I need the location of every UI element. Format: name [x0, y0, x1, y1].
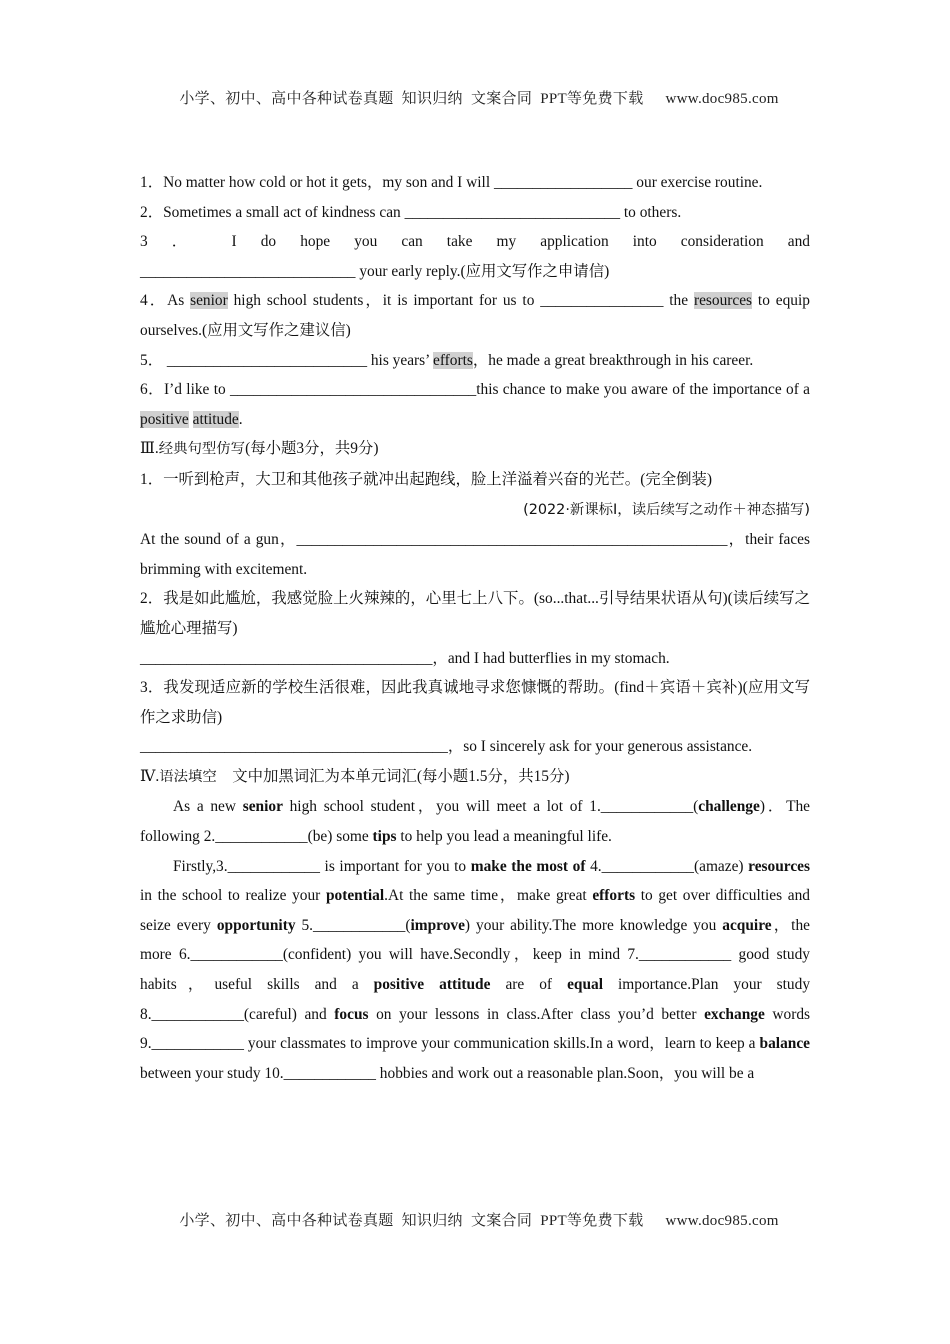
question-2: 2．Sometimes a small act of kindness can ____________________________ to others.: [140, 203, 682, 221]
s3-question-2-cn: 2．我是如此尴尬，我感觉脸上火辣辣的，心里七上八下。(so...that...引导结果状语从句)(读后续写之尴尬心理描写): [140, 590, 810, 637]
section-3-title: 经典句型仿写: [158, 441, 246, 458]
passage-paragraph-2: Firstly,3.____________ is important for you to make the most of 4.____________(amaze) resources in the school to realize your potential.At the same time，make great efforts to get over difficulties and seize every opportunity 5.____________(improve) your ability.The more knowledge you acquire，the more 6.____________(confident) you will have.Secondly，keep in mind 7.____________ good study habits，useful skills and a positive attitude are of equal importance.Plan your study 8.____________(careful) and focus on your lessons in class.After class you’d better exchange words 9.____________ your classmates to improve your communication skills.In a word，learn to keep a balance between your study 10.____________ hobbies and work out a reasonable plan.Soon，you will be a: [140, 857, 811, 1082]
worksheet-body: [140, 168, 810, 1088]
question-5: 5． __________________________ his years’ efforts，he made a great breakthrough in his career.: [140, 351, 754, 369]
highlight-efforts: efforts: [432, 351, 473, 369]
footer-site: www.doc985.com: [665, 1213, 779, 1229]
question-1: 1．No matter how cold or hot it gets，my son and I will __________________ our exercise routine.: [140, 174, 763, 191]
highlight-resources: resources: [693, 292, 753, 310]
question-3-line2: ____________________________ your early reply.(应用文写作之申请信): [140, 262, 610, 280]
s3-question-1-cn: 1．一听到枪声，大卫和其他孩子就冲出起跑线，脸上洋溢着兴奋的光芒。(完全倒装): [140, 470, 713, 488]
header-text: 小学、初中、高中各种试卷真题 知识归纳 文案合同 PPT等免费下载: [179, 91, 644, 107]
footer-text: 小学、初中、高中各种试卷真题 知识归纳 文案合同 PPT等免费下载: [179, 1213, 644, 1229]
s3-question-1-en: At the sound of a gun，________________________________________________________，their faces brimming with excitement.: [140, 531, 810, 578]
page-footer: [0, 1192, 950, 1230]
s3-question-2-en: ______________________________________，and I had butterflies in my stomach.: [140, 649, 670, 667]
highlight-attitude: attitude: [192, 410, 239, 428]
page-header: [0, 70, 950, 108]
highlight-positive: positive: [140, 410, 189, 428]
passage-paragraph-1: As a new senior high school student，you will meet a lot of 1.____________(challenge)．The following 2.____________(be) some tips to help you lead a meaningful life.: [140, 798, 810, 846]
s3-question-3-en: ________________________________________，so I sincerely ask for your generous assistance.: [140, 738, 753, 756]
question-3-line1: 3 ． I do hope you can take my application into consideration and: [140, 233, 810, 251]
question-4: 4．As senior high school students，it is important for us to ________________ the resources to equip ourselves.(应用文写作之建议信): [140, 292, 810, 339]
section-4-title: 语法填空: [159, 768, 217, 785]
s3-question-1-source: (2022·新课标Ⅰ，读后续写之动作＋神态描写): [523, 501, 810, 518]
question-6: 6．I’d like to ________________________________this chance to make you aware of the importance of a positive attitude.: [140, 381, 810, 428]
section-3-heading: Ⅲ.经典句型仿写(每小题3分，共9分): [140, 440, 379, 458]
s3-question-3-cn: 3．我发现适应新的学校生活很难，因此我真诚地寻求您慷慨的帮助。(find＋宾语＋宾补)(应用文写作之求助信): [140, 679, 810, 726]
section-4-heading: Ⅳ.语法填空 文中加黑词汇为本单元词汇(每小题1.5分，共15分): [140, 767, 570, 785]
highlight-senior: senior: [190, 292, 228, 310]
header-site: www.doc985.com: [665, 91, 779, 107]
